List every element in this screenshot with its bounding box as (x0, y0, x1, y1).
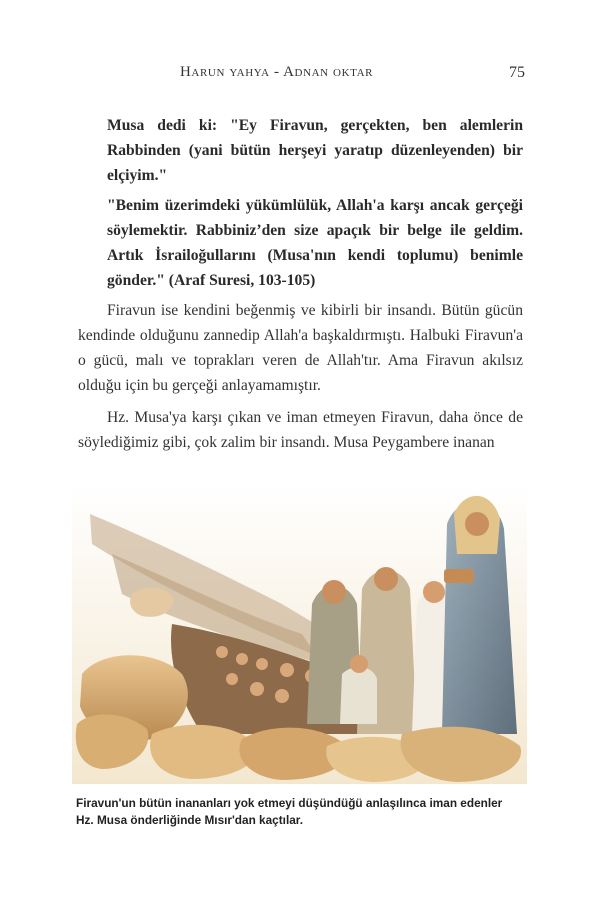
running-head (70, 64, 525, 88)
body-text (78, 113, 523, 462)
figure-caption (76, 795, 536, 829)
caption-line-1: Firavun'un bütün inananları yok etmeyi düşündüğü anlaşılınca iman edenler (76, 796, 503, 810)
exodus-illustration (72, 484, 527, 784)
page-number: 75 (509, 64, 525, 81)
quote-musa: Musa dedi ki: "Ey Firavun, gerçekten, ben alemlerin Rabbinden (yani bütün herşeyi yaratıp düzenleyenden) bir elçiyim." (107, 117, 523, 184)
paragraph-zalim: Hz. Musa'ya karşı çıkan ve iman etmeyen Firavun, daha önce de söylediğimiz gibi, çok zalim bir insandı. Musa Peygambere inanan (78, 409, 523, 451)
caption-line-2: Hz. Musa önderliğinde Mısır'dan kaçtılar. (76, 813, 303, 827)
quote-araf: "Benim üzerimdeki yükümlülük, Allah'a karşı ancak gerçeği söylemektir. Rabbiniz’den size apaçık bir belge ile geldim. Artık İsrailoğullarını (Musa'nın kendi toplumu) benimle gönder." (Araf Suresi, 103-105) (107, 197, 523, 289)
running-title: Harun yahya - Adnan oktar (180, 64, 374, 80)
paragraph-firavun: Firavun ise kendini beğenmiş ve kibirli bir insandı. Bütün gücün kendinde olduğunu zannedip Allah'a başkaldırmıştı. Halbuki Firavun'a o gücü, malı ve toprakları veren de Allah'tır. Ama Firavun akılsız olduğu için bu gerçeği anlayamamıştır. (78, 302, 523, 394)
